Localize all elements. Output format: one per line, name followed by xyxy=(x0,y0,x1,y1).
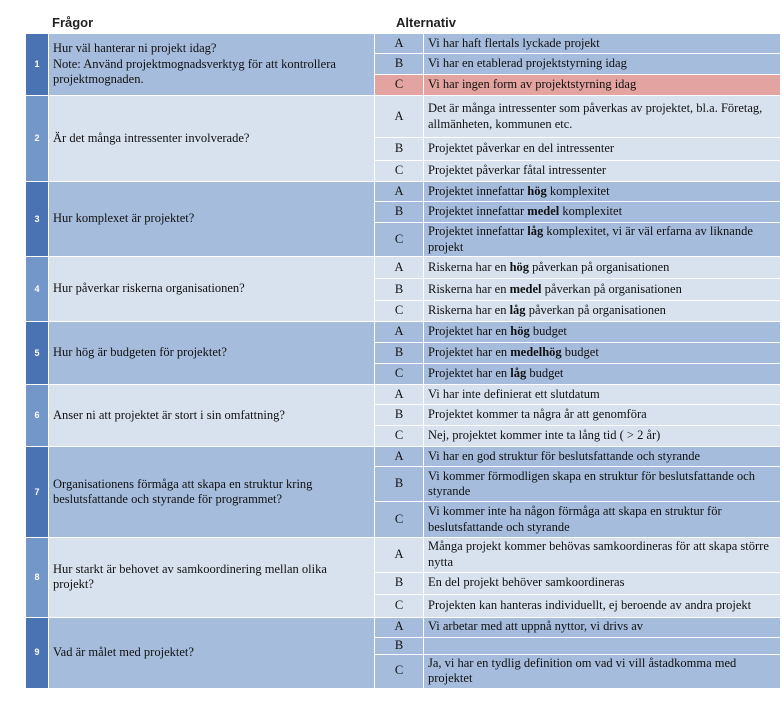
header-alternatives: Alternativ xyxy=(396,15,456,30)
option-text: Projektet kommer ta några år att genomföra xyxy=(424,405,781,426)
option-text xyxy=(424,364,781,385)
option-text-emphasis: hög xyxy=(510,324,530,339)
option-text xyxy=(424,257,781,279)
option-text-post: budget xyxy=(529,324,567,339)
option-text-pre: Riskerna har en xyxy=(428,281,510,296)
option-text-pre: Projektet har en xyxy=(428,345,511,360)
option-letter: C xyxy=(375,161,424,182)
option-text xyxy=(424,182,781,202)
option-text-emphasis: låg xyxy=(509,303,526,318)
option-letter: A xyxy=(375,34,424,54)
option-letter: B xyxy=(375,343,424,364)
question-number: 7 xyxy=(26,447,49,538)
option-text-emphasis: medelhög xyxy=(510,345,562,360)
option-letter: B xyxy=(375,202,424,223)
question-number: 9 xyxy=(26,617,49,688)
question-text: Hur påverkar riskerna organisationen? xyxy=(49,257,375,322)
table-row xyxy=(26,182,781,202)
option-letter: A xyxy=(375,385,424,405)
question-text: Är det många intressenter involverade? xyxy=(49,96,375,182)
header-questions: Frågor xyxy=(52,15,94,30)
option-letter: B xyxy=(375,637,424,654)
option-letter: C xyxy=(375,426,424,447)
option-letter: B xyxy=(375,279,424,301)
option-text: Vi har haft flertals lyckade projekt xyxy=(424,34,781,54)
option-text xyxy=(424,343,781,364)
option-text-emphasis: låg xyxy=(510,366,527,381)
option-letter: A xyxy=(375,96,424,138)
option-text: En del projekt behöver samkoordineras xyxy=(424,572,781,594)
option-text-post: budget xyxy=(526,366,564,381)
option-letter: C xyxy=(375,502,424,538)
question-number: 2 xyxy=(26,96,49,182)
option-text: Vi har inte definierat ett slutdatum xyxy=(424,385,781,405)
option-text-pre: Projektet innefattar xyxy=(428,183,528,198)
question-number: 5 xyxy=(26,322,49,385)
option-letter: C xyxy=(375,301,424,322)
option-text-pre: Projektet innefattar xyxy=(428,204,528,219)
question-number: 3 xyxy=(26,182,49,257)
table-row xyxy=(26,617,781,637)
option-text-pre: Riskerna har en xyxy=(428,303,510,318)
option-text xyxy=(424,279,781,301)
question-text: Hur hög är budgeten för projektet? xyxy=(49,322,375,385)
table-row xyxy=(26,257,781,279)
question-number: 8 xyxy=(26,538,49,617)
option-text-pre: Projektet har en xyxy=(428,324,511,339)
question-number: 1 xyxy=(26,34,49,96)
option-letter: C xyxy=(375,223,424,257)
question-number: 4 xyxy=(26,257,49,322)
option-text: Vi har ingen form av projektstyrning idag xyxy=(424,75,781,96)
option-letter: A xyxy=(375,182,424,202)
option-text-pre: Riskerna har en xyxy=(428,259,510,274)
option-text: Projekten kan hanteras individuellt, ej beroende av andra projekt xyxy=(424,594,781,617)
question-text: Vad är målet med projektet? xyxy=(49,617,375,688)
option-letter: C xyxy=(375,594,424,617)
option-text-emphasis: medel xyxy=(509,281,542,296)
option-letter: C xyxy=(375,654,424,688)
option-text-post: påverkan på organisationen xyxy=(541,281,682,296)
table-row xyxy=(26,34,781,54)
option-text xyxy=(424,322,781,343)
option-text: Projektet påverkar en del intressenter xyxy=(424,138,781,161)
option-text-pre: Projektet har en xyxy=(428,366,511,381)
option-text-emphasis: medel xyxy=(527,204,560,219)
question-text: Hur starkt är behovet av samkoordinering mellan olika projekt? xyxy=(49,538,375,617)
option-letter: B xyxy=(375,572,424,594)
question-text: Anser ni att projektet är stort i sin omfattning? xyxy=(49,385,375,447)
table-row xyxy=(26,322,781,343)
option-letter: A xyxy=(375,617,424,637)
option-letter: C xyxy=(375,364,424,385)
option-text: Många projekt kommer behövas samkoordineras för att skapa större nytta xyxy=(424,538,781,572)
option-text: Vi arbetar med att uppnå nyttor, vi drivs av xyxy=(424,617,781,637)
option-letter: A xyxy=(375,322,424,343)
option-text-post: påverkan på organisationen xyxy=(529,259,670,274)
question-number: 6 xyxy=(26,385,49,447)
option-letter: A xyxy=(375,538,424,572)
table-row xyxy=(26,447,781,467)
table-row xyxy=(26,385,781,405)
option-text-post: komplexitet xyxy=(559,204,623,219)
option-letter: A xyxy=(375,257,424,279)
option-text: Ja, vi har en tydlig definition om vad vi vill åstadkomma med projektet xyxy=(424,654,781,688)
option-letter: B xyxy=(375,405,424,426)
option-letter: B xyxy=(375,467,424,502)
question-text: Hur väl hanterar ni projekt idag? Note: Använd projektmognadsverktyg för att kontrollera projektmognaden. xyxy=(49,34,375,96)
option-text: Vi har en god struktur för beslutsfattande och styrande xyxy=(424,447,781,467)
option-text-emphasis: hög xyxy=(509,259,530,274)
option-letter: B xyxy=(375,138,424,161)
question-text: Organisationens förmåga att skapa en struktur kring beslutsfattande och styrande för programmet? xyxy=(49,447,375,538)
option-text-post: komplexitet xyxy=(546,183,610,198)
table-row xyxy=(26,538,781,572)
option-text: Det är många intressenter som påverkas av projektet, bl.a. Företag, allmänheten, kommunen etc. xyxy=(424,96,781,138)
option-text xyxy=(424,223,781,257)
option-text-post: komplexitet, vi är väl erfarna av liknande projekt xyxy=(428,224,753,254)
option-text xyxy=(424,637,781,654)
option-text: Vi har en etablerad projektstyrning idag xyxy=(424,54,781,75)
option-text-emphasis: hög xyxy=(527,183,547,198)
option-text: Vi kommer inte ha någon förmåga att skapa en struktur för beslutsfattande och styrande xyxy=(424,502,781,538)
option-text: Projektet påverkar fåtal intressenter xyxy=(424,161,781,182)
option-text-emphasis: låg xyxy=(527,224,544,238)
questionnaire-table xyxy=(25,33,781,689)
option-text xyxy=(424,301,781,322)
option-text xyxy=(424,202,781,223)
table-row xyxy=(26,96,781,138)
option-text: Nej, projektet kommer inte ta lång tid ( > 2 år) xyxy=(424,426,781,447)
option-text-post: påverkan på organisationen xyxy=(525,303,666,318)
option-text-pre: Projektet innefattar xyxy=(428,224,528,238)
option-text: Vi kommer förmodligen skapa en struktur för beslutsfattande och styrande xyxy=(424,467,781,502)
option-text-post: budget xyxy=(561,345,599,360)
option-letter: A xyxy=(375,447,424,467)
option-letter: C xyxy=(375,75,424,96)
question-text: Hur komplexet är projektet? xyxy=(49,182,375,257)
option-letter: B xyxy=(375,54,424,75)
